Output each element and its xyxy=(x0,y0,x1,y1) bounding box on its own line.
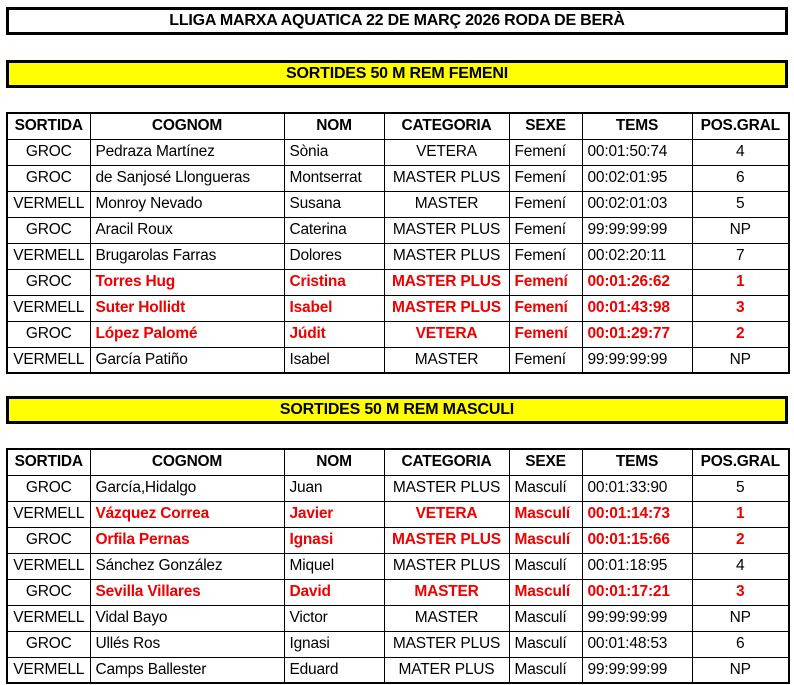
table-row xyxy=(7,579,789,605)
cell-cognom: Vázquez Correa xyxy=(90,501,284,527)
cell-categoria: MASTER PLUS xyxy=(384,269,509,295)
cell-sortida: VERMELL xyxy=(7,191,90,217)
cell-sexe: Femení xyxy=(509,165,582,191)
table-row xyxy=(7,217,789,243)
table-row xyxy=(7,321,789,347)
cell-tems: 99:99:99:99 xyxy=(582,605,692,631)
cell-cognom: García,Hidalgo xyxy=(90,475,284,501)
cell-sortida: VERMELL xyxy=(7,657,90,683)
cell-categoria: MASTER PLUS xyxy=(384,295,509,321)
column-header-cognom: COGNOM xyxy=(90,449,284,475)
cell-nom: Sònia xyxy=(284,139,384,165)
cell-sexe: Masculí xyxy=(509,657,582,683)
cell-nom: David xyxy=(284,579,384,605)
cell-categoria: MASTER PLUS xyxy=(384,165,509,191)
cell-sexe: Masculí xyxy=(509,605,582,631)
cell-tems: 00:01:48:53 xyxy=(582,631,692,657)
cell-sortida: VERMELL xyxy=(7,501,90,527)
cell-sexe: Femení xyxy=(509,243,582,269)
cell-pos-gral: NP xyxy=(692,605,789,631)
cell-sortida: GROC xyxy=(7,475,90,501)
table-row xyxy=(7,191,789,217)
cell-tems: 00:01:29:77 xyxy=(582,321,692,347)
cell-nom: Montserrat xyxy=(284,165,384,191)
cell-tems: 00:01:15:66 xyxy=(582,527,692,553)
cell-sortida: VERMELL xyxy=(7,605,90,631)
cell-tems: 00:01:14:73 xyxy=(582,501,692,527)
cell-tems: 00:01:26:62 xyxy=(582,269,692,295)
cell-categoria: MASTER xyxy=(384,191,509,217)
results-table-masculi xyxy=(6,448,790,684)
cell-cognom: Brugarolas Farras xyxy=(90,243,284,269)
cell-tems: 00:02:20:11 xyxy=(582,243,692,269)
table-row xyxy=(7,527,789,553)
table-row xyxy=(7,631,789,657)
cell-nom: Caterina xyxy=(284,217,384,243)
cell-cognom: Monroy Nevado xyxy=(90,191,284,217)
cell-categoria: MASTER PLUS xyxy=(384,243,509,269)
cell-sexe: Femení xyxy=(509,321,582,347)
cell-cognom: Pedraza Martínez xyxy=(90,139,284,165)
table-row xyxy=(7,657,789,683)
column-header-categoria: CATEGORIA xyxy=(384,449,509,475)
cell-cognom: López Palomé xyxy=(90,321,284,347)
cell-pos-gral: 1 xyxy=(692,269,789,295)
cell-sortida: GROC xyxy=(7,321,90,347)
cell-sexe: Masculí xyxy=(509,553,582,579)
cell-sortida: GROC xyxy=(7,269,90,295)
cell-nom: Dolores xyxy=(284,243,384,269)
cell-sexe: Femení xyxy=(509,217,582,243)
cell-tems: 99:99:99:99 xyxy=(582,347,692,373)
cell-sexe: Femení xyxy=(509,139,582,165)
cell-categoria: MASTER PLUS xyxy=(384,217,509,243)
cell-sexe: Masculí xyxy=(509,631,582,657)
column-header-sexe: SEXE xyxy=(509,449,582,475)
cell-pos-gral: 4 xyxy=(692,553,789,579)
cell-nom: Júdit xyxy=(284,321,384,347)
column-header-tems: TEMS xyxy=(582,449,692,475)
cell-nom: Eduard xyxy=(284,657,384,683)
cell-categoria: MASTER PLUS xyxy=(384,631,509,657)
cell-tems: 00:02:01:03 xyxy=(582,191,692,217)
cell-sexe: Femení xyxy=(509,295,582,321)
cell-pos-gral: 6 xyxy=(692,165,789,191)
cell-categoria: MASTER xyxy=(384,347,509,373)
cell-pos-gral: 2 xyxy=(692,527,789,553)
cell-categoria: VETERA xyxy=(384,139,509,165)
cell-pos-gral: NP xyxy=(692,657,789,683)
cell-pos-gral: 5 xyxy=(692,475,789,501)
cell-cognom: Aracil Roux xyxy=(90,217,284,243)
cell-pos-gral: 7 xyxy=(692,243,789,269)
section-banner-femeni: SORTIDES 50 M REM FEMENI xyxy=(6,60,788,88)
cell-cognom: Sánchez González xyxy=(90,553,284,579)
table-row xyxy=(7,165,789,191)
cell-sexe: Femení xyxy=(509,347,582,373)
cell-tems: 99:99:99:99 xyxy=(582,217,692,243)
column-header-sortida: SORTIDA xyxy=(7,113,90,139)
cell-nom: Ignasi xyxy=(284,631,384,657)
cell-nom: Cristina xyxy=(284,269,384,295)
table-row xyxy=(7,269,789,295)
cell-cognom: García Patiño xyxy=(90,347,284,373)
cell-cognom: de Sanjosé Llongueras xyxy=(90,165,284,191)
cell-sexe: Masculí xyxy=(509,501,582,527)
cell-categoria: MASTER PLUS xyxy=(384,475,509,501)
cell-pos-gral: 3 xyxy=(692,295,789,321)
column-header-nom: NOM xyxy=(284,113,384,139)
cell-cognom: Suter Hollidt xyxy=(90,295,284,321)
column-header-cognom: COGNOM xyxy=(90,113,284,139)
cell-cognom: Sevilla Villares xyxy=(90,579,284,605)
cell-pos-gral: 1 xyxy=(692,501,789,527)
cell-nom: Isabel xyxy=(284,347,384,373)
cell-cognom: Orfila Pernas xyxy=(90,527,284,553)
cell-categoria: MASTER PLUS xyxy=(384,553,509,579)
cell-sortida: VERMELL xyxy=(7,243,90,269)
section-banner-masculi: SORTIDES 50 M REM MASCULI xyxy=(6,396,788,424)
cell-categoria: MASTER xyxy=(384,579,509,605)
cell-sortida: VERMELL xyxy=(7,295,90,321)
cell-categoria: MASTER PLUS xyxy=(384,527,509,553)
cell-nom: Victor xyxy=(284,605,384,631)
cell-categoria: MASTER xyxy=(384,605,509,631)
cell-pos-gral: 5 xyxy=(692,191,789,217)
cell-sortida: GROC xyxy=(7,165,90,191)
cell-categoria: VETERA xyxy=(384,501,509,527)
column-header-categoria: CATEGORIA xyxy=(384,113,509,139)
table-row xyxy=(7,605,789,631)
cell-pos-gral: 4 xyxy=(692,139,789,165)
cell-sortida: GROC xyxy=(7,527,90,553)
cell-pos-gral: 2 xyxy=(692,321,789,347)
column-header-tems: TEMS xyxy=(582,113,692,139)
cell-tems: 00:02:01:95 xyxy=(582,165,692,191)
cell-pos-gral: 3 xyxy=(692,579,789,605)
column-header-pos-gral: POS.GRAL xyxy=(692,113,789,139)
cell-pos-gral: NP xyxy=(692,347,789,373)
cell-tems: 00:01:43:98 xyxy=(582,295,692,321)
cell-cognom: Torres Hug xyxy=(90,269,284,295)
table-row xyxy=(7,553,789,579)
cell-tems: 00:01:17:21 xyxy=(582,579,692,605)
cell-cognom: Vidal Bayo xyxy=(90,605,284,631)
cell-tems: 99:99:99:99 xyxy=(582,657,692,683)
cell-cognom: Camps Ballester xyxy=(90,657,284,683)
cell-sortida: GROC xyxy=(7,217,90,243)
cell-sexe: Femení xyxy=(509,191,582,217)
cell-nom: Javier xyxy=(284,501,384,527)
table-row xyxy=(7,243,789,269)
cell-sexe: Femení xyxy=(509,269,582,295)
cell-nom: Miquel xyxy=(284,553,384,579)
table-row xyxy=(7,475,789,501)
header-row xyxy=(7,449,789,475)
cell-sortida: VERMELL xyxy=(7,347,90,373)
column-header-sortida: SORTIDA xyxy=(7,449,90,475)
cell-pos-gral: 6 xyxy=(692,631,789,657)
cell-sexe: Masculí xyxy=(509,527,582,553)
results-table-femeni xyxy=(6,112,790,374)
cell-tems: 00:01:18:95 xyxy=(582,553,692,579)
cell-tems: 00:01:50:74 xyxy=(582,139,692,165)
cell-nom: Isabel xyxy=(284,295,384,321)
cell-sortida: GROC xyxy=(7,631,90,657)
page-title: LLIGA MARXA AQUATICA 22 DE MARÇ 2026 RODA DE BERÀ xyxy=(6,7,788,35)
cell-sexe: Masculí xyxy=(509,579,582,605)
cell-sortida: GROC xyxy=(7,139,90,165)
column-header-pos-gral: POS.GRAL xyxy=(692,449,789,475)
column-header-nom: NOM xyxy=(284,449,384,475)
cell-nom: Ignasi xyxy=(284,527,384,553)
table-row xyxy=(7,295,789,321)
cell-nom: Juan xyxy=(284,475,384,501)
cell-sexe: Masculí xyxy=(509,475,582,501)
table-row xyxy=(7,501,789,527)
cell-sortida: GROC xyxy=(7,579,90,605)
column-header-sexe: SEXE xyxy=(509,113,582,139)
cell-sortida: VERMELL xyxy=(7,553,90,579)
header-row xyxy=(7,113,789,139)
cell-categoria: MATER PLUS xyxy=(384,657,509,683)
cell-categoria: VETERA xyxy=(384,321,509,347)
cell-tems: 00:01:33:90 xyxy=(582,475,692,501)
table-row xyxy=(7,139,789,165)
cell-nom: Susana xyxy=(284,191,384,217)
cell-pos-gral: NP xyxy=(692,217,789,243)
cell-cognom: Ullés Ros xyxy=(90,631,284,657)
table-row xyxy=(7,347,789,373)
